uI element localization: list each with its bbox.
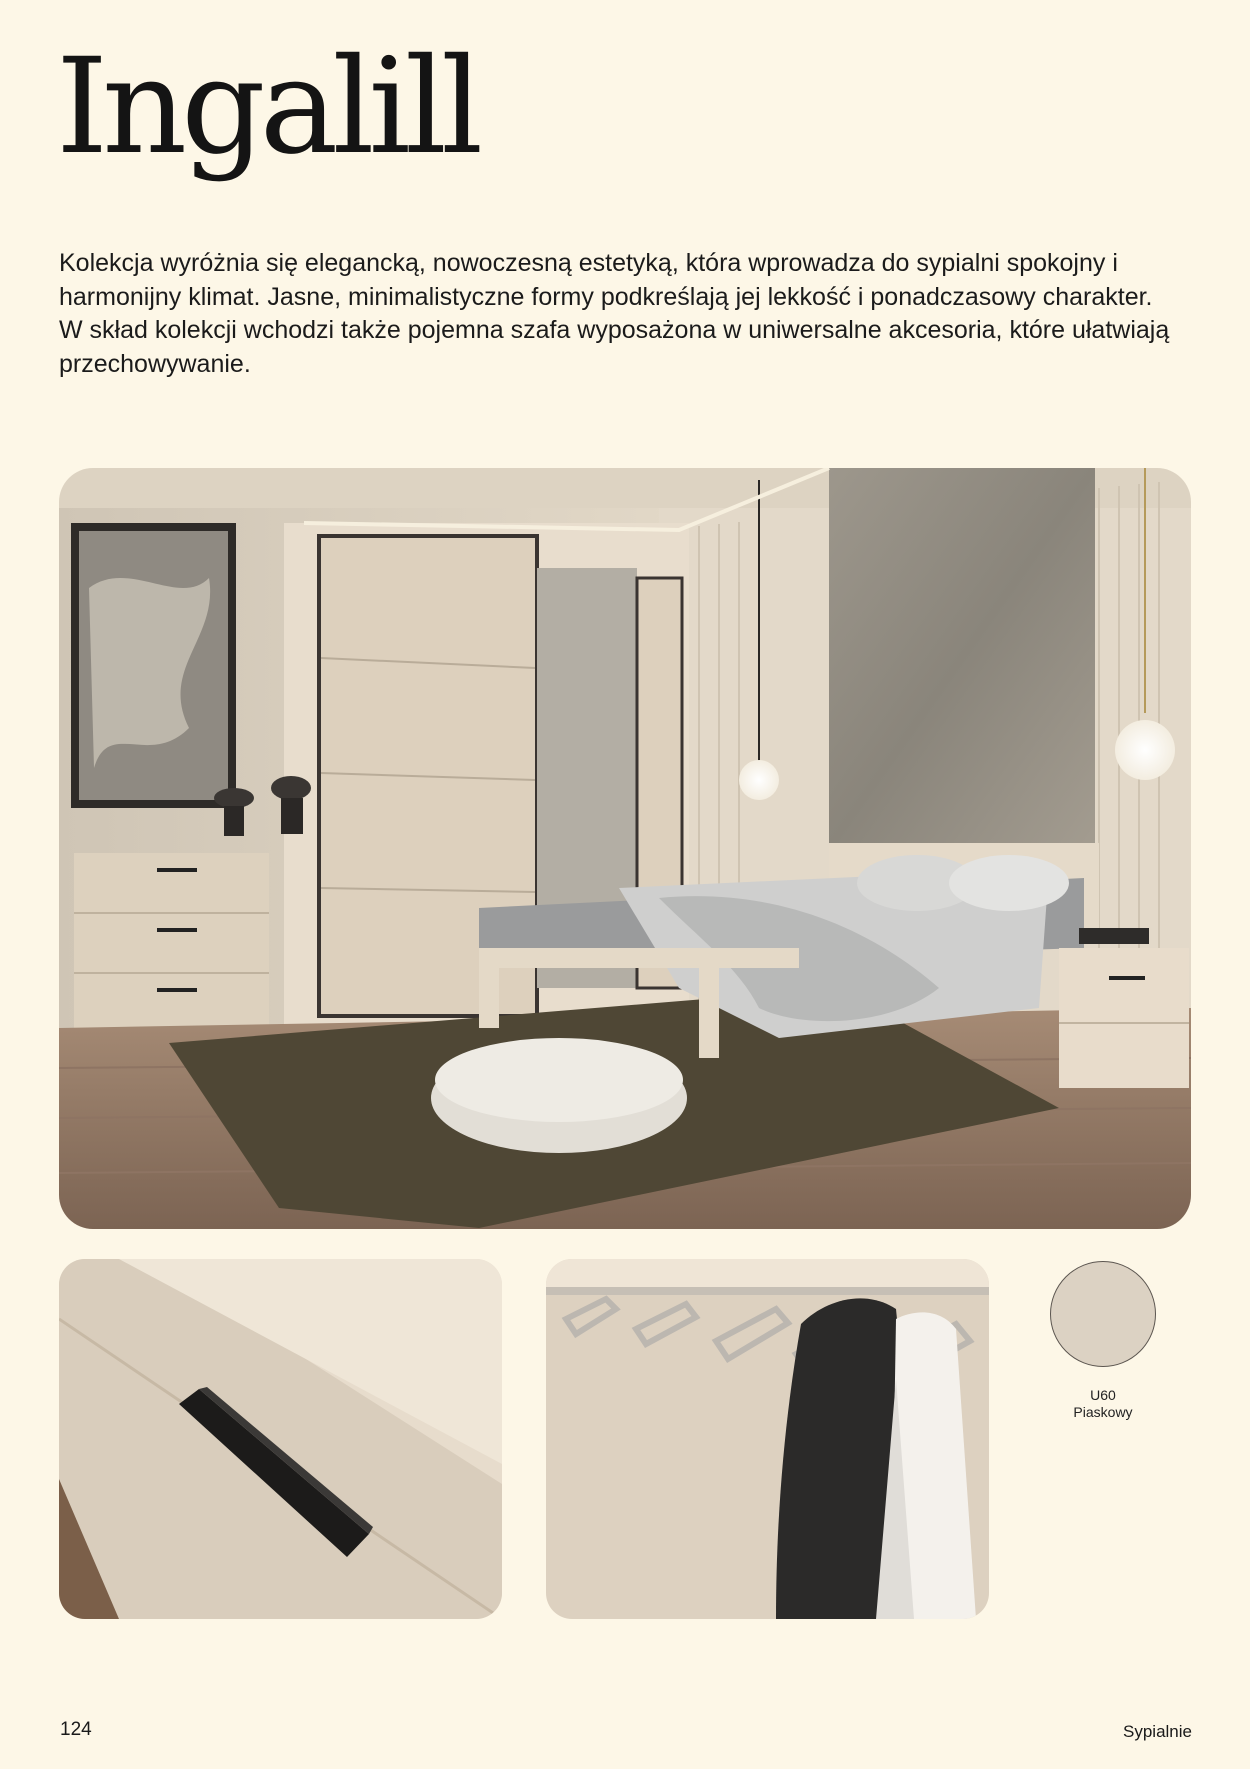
rail-accessory-photo xyxy=(546,1259,989,1619)
color-swatch-u60 xyxy=(1050,1261,1156,1367)
bedroom-illustration xyxy=(59,468,1191,1229)
handle-detail-photo xyxy=(59,1259,502,1619)
bedroom-photo xyxy=(59,468,1191,1229)
section-name: Sypialnie xyxy=(1123,1722,1192,1741)
page-title: Ingalill xyxy=(56,30,478,184)
swatch-code: U60 xyxy=(1090,1387,1116,1403)
swatch-label xyxy=(1030,1387,1176,1421)
rail-illustration xyxy=(546,1259,989,1619)
collection-description: Kolekcja wyróżnia się elegancką, nowoczesną estetyką, która wprowadza do sypialni spokojny i harmonijny klimat. Jasne, minimalistyczne formy podkreślają jej lekkość i ponadczasowy charakter. W skład kolekcji wchodzi także pojemna szafa wyposażona w uniwersalne akcesoria, które ułatwiają przechowywanie. xyxy=(59,249,1170,378)
swatch-name: Piaskowy xyxy=(1073,1404,1133,1420)
page-number: 124 xyxy=(60,1719,92,1740)
handle-illustration xyxy=(59,1259,502,1619)
